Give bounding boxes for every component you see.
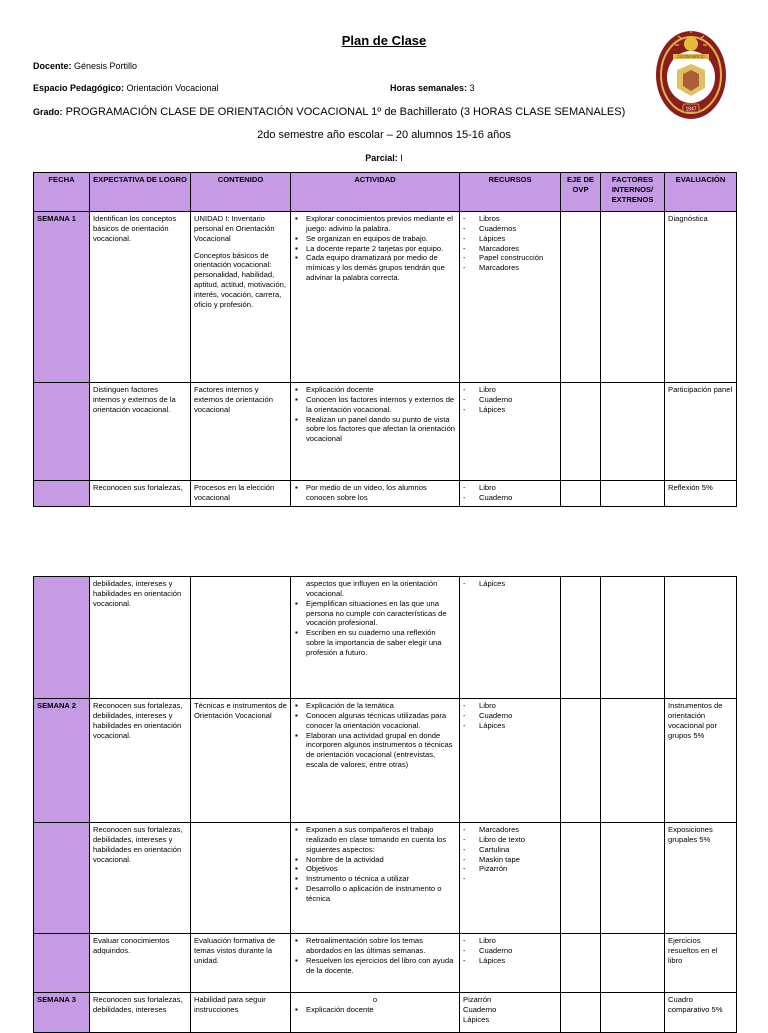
col-header: EVALUACIÓN <box>665 173 737 212</box>
actividad-item: ▪ Ejemplifican situaciones en las que una persona no cumple con características de vocación profesional. <box>306 599 456 629</box>
factores-cell <box>601 993 665 1033</box>
factores-cell <box>601 823 665 934</box>
eje-cell <box>561 993 601 1033</box>
actividad-item: ▪ Cada equipo dramatizará por medio de mímicas y los demás grupos tendrán que adivinar la palabra correcta. <box>306 253 456 283</box>
fecha-cell <box>34 383 90 481</box>
expectativa-cell: Reconocen sus fortalezas, debilidades, intereses y habilidades en orientación vocacional. <box>90 699 191 823</box>
actividad-cell <box>291 934 460 993</box>
eje-cell <box>561 481 601 507</box>
expectativa-cell: Distinguen factores internos y externos de la orientación vocacional. <box>90 383 191 481</box>
fecha-cell: SEMANA 3 <box>34 993 90 1033</box>
fecha-cell <box>34 934 90 993</box>
recurso-item: - Libros <box>479 214 557 224</box>
evaluacion-cell: Ejercicios resueltos en el libro <box>665 934 737 993</box>
evaluacion-cell: Cuadro comparativo 5% <box>665 993 737 1033</box>
actividad-cell <box>291 212 460 383</box>
recurso-item: - Marcadores <box>479 244 557 254</box>
recursos-cell <box>460 577 561 699</box>
recursos-cell <box>460 212 561 383</box>
eje-cell <box>561 212 601 383</box>
factores-cell <box>601 577 665 699</box>
recursos-cell <box>460 383 561 481</box>
espacio-value: Orientación Vocacional <box>126 83 219 93</box>
eje-cell <box>561 934 601 993</box>
eje-cell <box>561 577 601 699</box>
docente-value: Génesis Portillo <box>74 61 138 71</box>
col-header: FECHA <box>34 173 90 212</box>
col-header: RECURSOS <box>460 173 561 212</box>
docente-label: Docente: <box>33 61 72 71</box>
seal-year: 1847 <box>685 106 697 113</box>
actividad-item: ▪ Retroalimentación sobre los temas abordados en las últimas semanas. <box>306 936 456 956</box>
actividad-item: ▪ La docente reparte 2 tarjetas por equipo. <box>306 244 456 254</box>
factores-cell <box>601 699 665 823</box>
actividad-cell <box>291 993 460 1033</box>
recursos-cell <box>460 993 561 1033</box>
actividad-cell <box>291 577 460 699</box>
grado-line <box>33 106 625 118</box>
recursos-cell <box>460 934 561 993</box>
expectativa-cell: debilidades, intereses y habilidades en orientación vocacional. <box>90 577 191 699</box>
recurso-item: - Maskin tape <box>479 855 557 865</box>
recurso-item: - Cuaderno <box>479 946 557 956</box>
recurso-item: - Libro <box>479 385 557 395</box>
col-header: FACTORES INTERNOS/ EXTRENOS <box>601 173 665 212</box>
recurso-item: - Cartulina <box>479 845 557 855</box>
actividad-continuation: o <box>372 995 378 1004</box>
col-header: ACTIVIDAD <box>291 173 460 212</box>
actividad-cell <box>291 383 460 481</box>
actividad-item: ▪ Realizan un panel dando su punto de vista sobre los factores que afectan la orientación vocacional <box>306 415 456 445</box>
contenido-cell: Habilidad para seguir instrucciones <box>191 993 291 1033</box>
semestre-line: 2do semestre año escolar – 20 alumnos 15-16 años <box>257 129 511 141</box>
evaluacion-cell: Reflexión 5% <box>665 481 737 507</box>
parcial-value: I <box>400 153 403 163</box>
recurso-item: - Lápices <box>479 956 557 966</box>
recurso-item: - Lápices <box>479 721 557 731</box>
espacio-label: Espacio Pedagógico: <box>33 83 125 93</box>
actividad-item: ▪ Exponen a sus compañeros el trabajo realizado en clase tomando en cuenta los siguientes aspectos: <box>306 825 456 855</box>
actividad-item: ▪ Elaboran una actividad grupal en donde incorporen algunos instrumentos o técnicas de orientación vocacional (entrevistas, escala de valores, entre otras) <box>306 731 456 770</box>
table-row <box>34 823 737 934</box>
actividad-item: ▪ Explicación docente <box>306 385 456 395</box>
contenido-cell: Factores internos y externos de orientación vocacional <box>191 383 291 481</box>
recurso-item: - Lápices <box>479 234 557 244</box>
university-seal-logo <box>655 30 727 120</box>
contenido-cell <box>191 823 291 934</box>
expectativa-cell: Reconocen sus fortalezas, <box>90 481 191 507</box>
fecha-cell: SEMANA 2 <box>34 699 90 823</box>
table-row <box>34 481 737 507</box>
recurso-item: - Cuaderno <box>479 395 557 405</box>
recurso-item: Lápices <box>463 1014 490 1024</box>
contenido-detail: Conceptos básicos de orientación vocacional: personalidad, habilidad, aptitud, actitud, motivación, interés, vocación, carrera, oficio y profesión. <box>194 250 287 309</box>
contenido-cell: Técnicas e instrumentos de Orientación Vocacional <box>191 699 291 823</box>
page-title: Plan de Clase <box>341 33 427 48</box>
actividad-item: ▪ Desarrollo o aplicación de instrumento o técnica <box>306 884 456 904</box>
plan-table-part1 <box>33 172 737 507</box>
col-header: CONTENIDO <box>191 173 291 212</box>
recurso-item: - Libro de texto <box>479 835 557 845</box>
evaluacion-cell <box>665 577 737 699</box>
actividad-item: ▪ Escriben en su cuaderno una reflexión sobre la importancia de saber elegir una profesión a futuro. <box>306 628 456 658</box>
table-row <box>34 383 737 481</box>
expectativa-cell: Evaluar conocimientos adquiridos. <box>90 934 191 993</box>
docente-line <box>33 61 137 71</box>
eje-cell <box>561 699 601 823</box>
actividad-cell <box>291 823 460 934</box>
actividad-item: ▪ Por medio de un video, los alumnos conocen sobre los <box>306 483 456 503</box>
recurso-item: - Lápices <box>479 579 557 589</box>
recurso-item: - Libro <box>479 483 557 493</box>
parcial-line <box>0 153 768 163</box>
recursos-cell <box>460 823 561 934</box>
contenido-cell: Evaluación formativa de temas vistos durante la unidad. <box>191 934 291 993</box>
table-row <box>34 993 737 1033</box>
contenido-unit: UNIDAD I: Inventario personal en Orientación Vocacional <box>194 214 275 243</box>
recurso-item: - Cuaderno <box>479 711 557 721</box>
fecha-cell <box>34 823 90 934</box>
expectativa-cell: Identifican los conceptos básicos de orientación vocacional. <box>90 212 191 383</box>
actividad-item: ▪ Explicación docente <box>306 1005 456 1015</box>
recurso-item: - Cuadernos <box>479 224 557 234</box>
col-header: EXPECTATIVA DE LOGRO <box>90 173 191 212</box>
expectativa-cell: Reconocen sus fortalezas, debilidades, intereses <box>90 993 191 1033</box>
espacio-line <box>33 83 219 93</box>
table-row <box>34 934 737 993</box>
fecha-cell <box>34 577 90 699</box>
parcial-label: Parcial: <box>365 153 398 163</box>
table-row <box>34 699 737 823</box>
recurso-item: Cuaderno <box>463 1004 497 1014</box>
recursos-cell <box>460 699 561 823</box>
contenido-cell <box>191 577 291 699</box>
expectativa-cell: Reconocen sus fortalezas, debilidades, intereses y habilidades en orientación vocacional. <box>90 823 191 934</box>
actividad-cell <box>291 699 460 823</box>
eje-cell <box>561 823 601 934</box>
recurso-item: - Papel construcción <box>479 253 557 263</box>
recurso-item: - Lápices <box>479 405 557 415</box>
horas-value: 3 <box>469 83 475 93</box>
recurso-item: - Marcadores <box>479 263 557 273</box>
actividad-item: ▪ Resuelven los ejercicios del libro con ayuda de la docente. <box>306 956 456 976</box>
evaluacion-cell: Participación panel <box>665 383 737 481</box>
evaluacion-cell: Instrumentos de orientación vocacional por grupos 5% <box>665 699 737 823</box>
evaluacion-cell: Diagnóstica <box>665 212 737 383</box>
actividad-cell <box>291 481 460 507</box>
contenido-cell <box>191 212 291 383</box>
table-row <box>34 577 737 699</box>
recurso-item: - Libro <box>479 936 557 946</box>
horas-line <box>390 83 475 93</box>
factores-cell <box>601 481 665 507</box>
recurso-item: - Libro <box>479 701 557 711</box>
recurso-item: - Cuaderno <box>479 493 557 503</box>
recurso-item: - Marcadores <box>479 825 557 835</box>
table-row <box>34 212 737 383</box>
grado-value: PROGRAMACIÓN CLASE DE ORIENTACIÓN VOCACIONAL 1º de Bachillerato (3 HORAS CLASE SEMANALES) <box>65 106 626 118</box>
factores-cell <box>601 383 665 481</box>
actividad-item: ▪ Explicación de la temática <box>306 701 456 711</box>
actividad-item: ▪ Se organizan en equipos de trabajo. <box>306 234 456 244</box>
seal-motto: LUCEM ASPICIO <box>677 55 705 59</box>
col-header: EJE DE OVP <box>561 173 601 212</box>
table-header-row <box>34 173 737 212</box>
actividad-item: ▪ Objetivos <box>306 864 456 874</box>
recurso-item: Pizarrón <box>463 995 492 1004</box>
factores-cell <box>601 934 665 993</box>
evaluacion-cell: Exposiciones grupales 5% <box>665 823 737 934</box>
recursos-cell <box>460 481 561 507</box>
actividad-item: ▪ Conocen algunas técnicas utilizadas para conocer la orientación vocacional. <box>306 711 456 731</box>
grado-label: Grado: <box>33 107 63 117</box>
plan-table-part2 <box>33 576 737 1033</box>
actividad-item: ▪ Explorar conocimientos previos mediante el juego: adivino la palabra. <box>306 214 456 234</box>
actividad-item: ▪ Instrumento o técnica a utilizar <box>306 874 456 884</box>
actividad-item: ▪ Nombre de la actividad <box>306 855 456 865</box>
actividad-continuation: aspectos que influyen en la orientación vocacional. <box>306 579 438 598</box>
eje-cell <box>561 383 601 481</box>
fecha-cell: SEMANA 1 <box>34 212 90 383</box>
recurso-item: - Pizarrón <box>479 864 557 874</box>
horas-label: Horas semanales: <box>390 83 468 93</box>
actividad-item: ▪ Conocen los factores internos y externos de la orientación vocacional. <box>306 395 456 415</box>
fecha-cell <box>34 481 90 507</box>
factores-cell <box>601 212 665 383</box>
contenido-cell: Procesos en la elección vocacional <box>191 481 291 507</box>
